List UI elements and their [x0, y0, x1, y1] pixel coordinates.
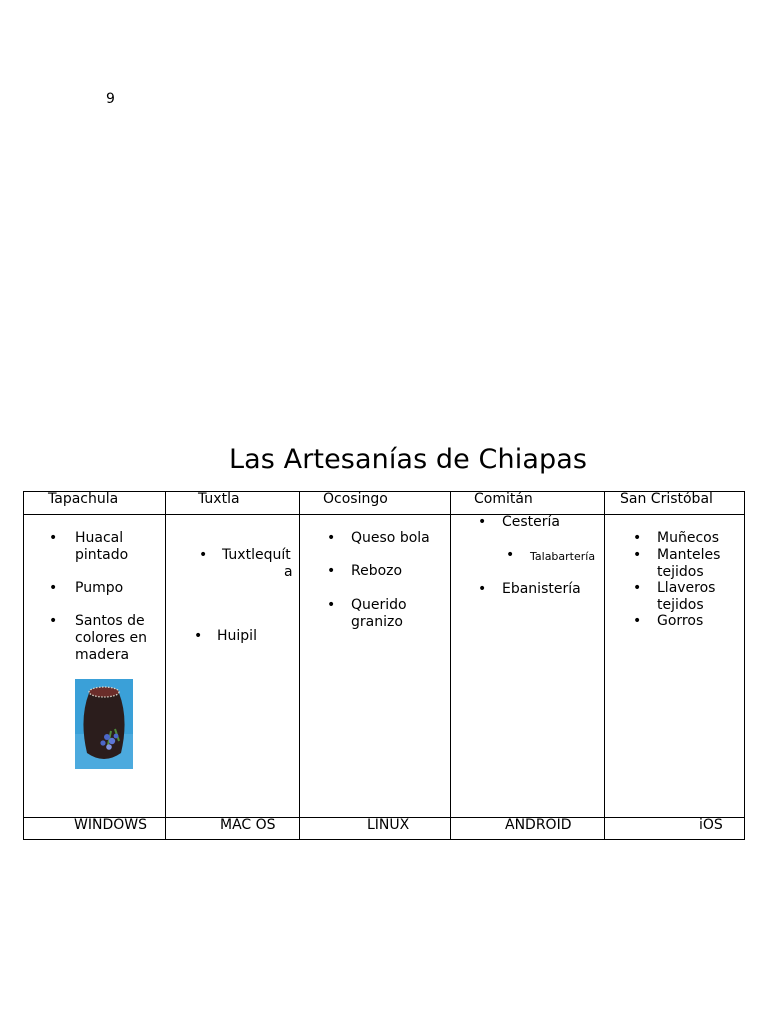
column-header-tuxtla: Tuxtla — [198, 491, 240, 507]
column-divider — [604, 491, 605, 840]
list-item: Cestería — [502, 514, 561, 530]
clay-vase-image — [75, 679, 133, 769]
list-bullet: • — [49, 613, 58, 629]
list-item: Talabartería — [530, 550, 596, 563]
table-bottom-border — [23, 839, 745, 840]
list-bullet: • — [478, 581, 487, 597]
list-item: Huipil — [217, 628, 257, 644]
list-item: Tuxtlequít — [222, 547, 291, 563]
table-right-border — [744, 491, 745, 840]
list-item: Ebanistería — [502, 581, 581, 597]
column-header-tapachula: Tapachula — [48, 491, 119, 507]
column-header-ocosingo: Ocosingo — [323, 491, 388, 507]
list-bullet: • — [327, 597, 336, 613]
list-bullet: • — [633, 580, 642, 596]
page-title: Las Artesanías de Chiapas — [229, 444, 588, 475]
list-item: tejidos — [657, 597, 704, 613]
list-item: Queso bola — [351, 530, 430, 546]
list-item: Muñecos — [657, 530, 719, 546]
column-divider — [299, 491, 300, 840]
column-header-comitan: Comitán — [474, 491, 533, 507]
list-bullet: • — [49, 580, 58, 596]
list-bullet: • — [633, 613, 642, 629]
list-item: Pumpo — [75, 580, 124, 596]
list-item: colores en — [75, 630, 148, 646]
list-item: pintado — [75, 547, 129, 563]
list-bullet: • — [478, 514, 487, 530]
column-divider — [165, 491, 166, 840]
page-number: 9 — [106, 91, 115, 107]
list-bullet: • — [633, 530, 642, 546]
list-bullet: • — [327, 530, 336, 546]
column-footer-linux: LINUX — [367, 817, 410, 833]
column-footer-windows: WINDOWS — [74, 817, 147, 833]
list-item: a — [284, 564, 293, 580]
header-divider — [23, 514, 745, 515]
list-bullet: • — [194, 628, 203, 644]
column-footer-android: ANDROID — [505, 817, 572, 833]
list-item: Querido — [351, 597, 407, 613]
list-item: Santos de — [75, 613, 145, 629]
list-item: Gorros — [657, 613, 704, 629]
list-item: Huacal — [75, 530, 124, 546]
list-bullet: • — [49, 530, 58, 546]
column-divider — [450, 491, 451, 840]
column-footer-ios: iOS — [699, 817, 723, 833]
list-bullet: • — [506, 547, 515, 563]
list-item: Manteles — [657, 547, 721, 563]
column-footer-mac-os: MAC OS — [220, 817, 276, 833]
list-item: tejidos — [657, 564, 704, 580]
list-bullet: • — [633, 547, 642, 563]
list-bullet: • — [327, 563, 336, 579]
column-header-san-cristobal: San Cristóbal — [620, 491, 713, 507]
list-bullet: • — [199, 547, 208, 563]
table-left-border — [23, 491, 24, 840]
list-item: Llaveros — [657, 580, 716, 596]
list-item: madera — [75, 647, 130, 663]
list-item: granizo — [351, 614, 403, 630]
list-item: Rebozo — [351, 563, 403, 579]
handicrafts-table — [23, 491, 745, 840]
